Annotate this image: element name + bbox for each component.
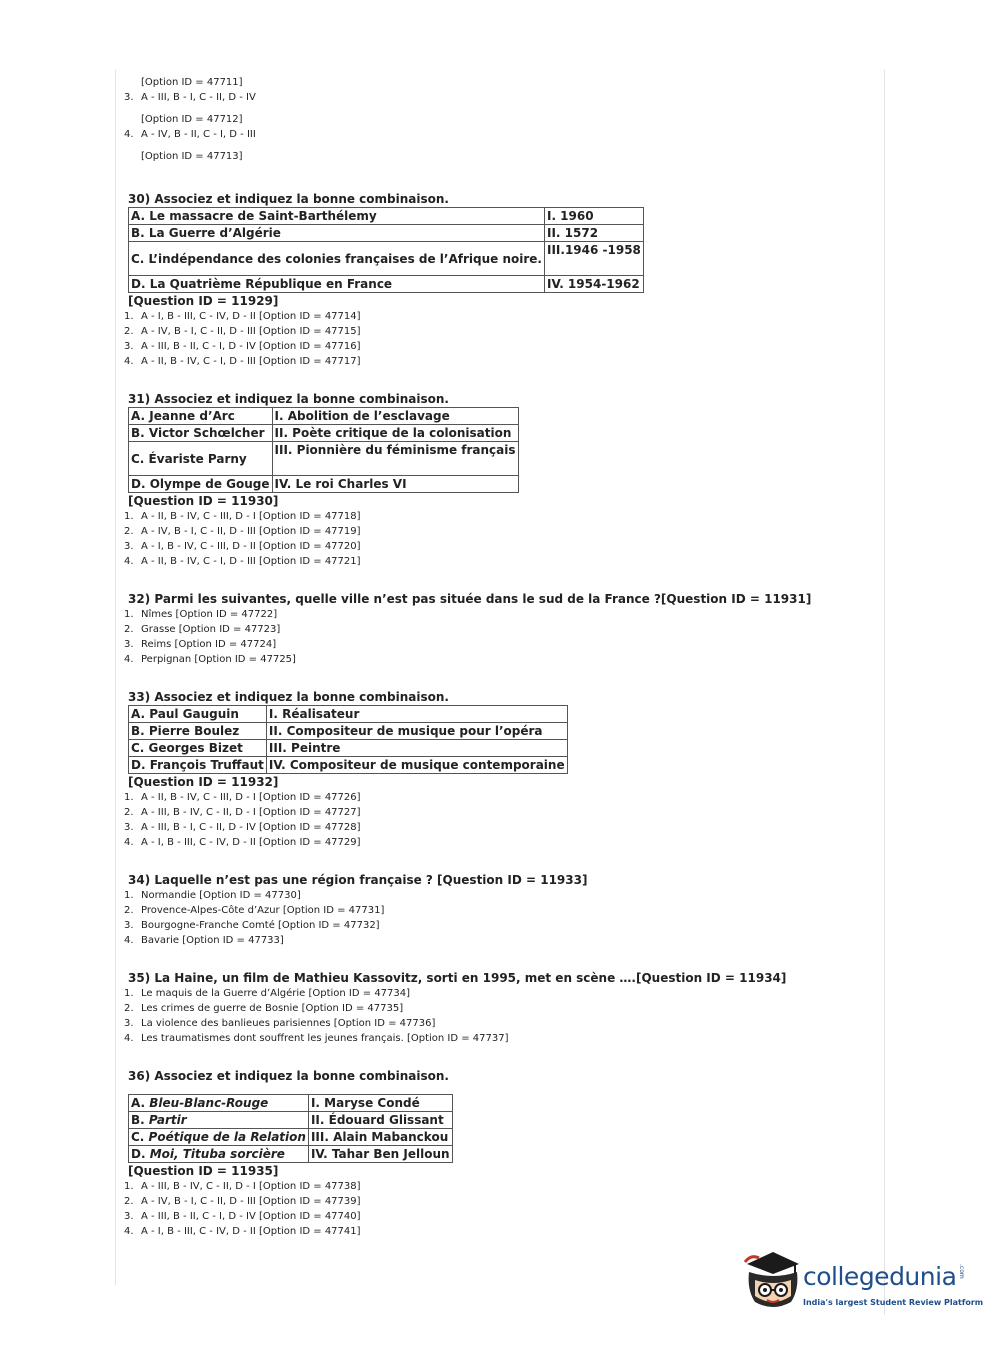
table-cell: A. Jeanne d’Arc	[129, 408, 273, 425]
option-number: 4.	[124, 1033, 134, 1044]
option-id: [Option ID = 47711]	[141, 77, 243, 88]
table-row	[129, 225, 644, 242]
table-row	[129, 1146, 453, 1163]
question-paper	[118, 76, 878, 1239]
option-number: 2.	[124, 807, 134, 818]
option-item[interactable]	[118, 1224, 878, 1239]
option-text: Grasse [Option ID = 47723]	[141, 624, 281, 635]
table-cell: II. 1572	[544, 225, 643, 242]
option-item[interactable]	[118, 835, 878, 850]
option-item[interactable]	[118, 539, 878, 554]
option-item	[118, 127, 878, 142]
option-item[interactable]	[118, 986, 878, 1001]
option-text: A - III, B - IV, C - II, D - I [Option ID = 47738]	[141, 1181, 361, 1192]
option-item[interactable]	[118, 918, 878, 933]
table-cell: III. Peintre	[266, 740, 567, 757]
match-table	[128, 1094, 453, 1163]
table-cell: B. Victor Schœlcher	[129, 425, 273, 442]
option-item[interactable]	[118, 1016, 878, 1031]
option-item[interactable]	[118, 509, 878, 524]
table-cell	[129, 1129, 309, 1146]
option-number: 1.	[124, 792, 134, 803]
option-text: Les crimes de guerre de Bosnie [Option ID = 47735]	[141, 1003, 404, 1014]
option-item[interactable]	[118, 1031, 878, 1046]
option-text: A - I, B - III, C - IV, D - II [Option ID = 47714]	[141, 311, 361, 322]
option-number: 4.	[124, 837, 134, 848]
table-row	[129, 208, 644, 225]
row-letter: D.	[131, 1147, 150, 1161]
option-number: 4.	[124, 556, 134, 567]
question-id: [Question ID = 11930]	[128, 494, 279, 508]
option-list	[118, 607, 878, 667]
table-cell	[129, 1146, 309, 1163]
option-text: Bavarie [Option ID = 47733]	[141, 935, 284, 946]
question-36	[118, 1068, 878, 1239]
option-number: 1.	[124, 1181, 134, 1192]
option-item[interactable]	[118, 339, 878, 354]
question-33	[118, 689, 878, 850]
question-id: [Question ID = 11929]	[128, 294, 279, 308]
table-cell: IV. 1954-1962	[544, 276, 643, 293]
option-item[interactable]	[118, 1209, 878, 1224]
table-cell: III.1946 -1958	[544, 242, 643, 276]
work-title: Partir	[148, 1113, 187, 1127]
option-text: Reims [Option ID = 47724]	[141, 639, 277, 650]
table-cell: C. Évariste Parny	[129, 442, 273, 476]
table-cell: D. François Truffaut	[129, 757, 267, 774]
option-text: A - IV, B - I, C - II, D - III [Option ID = 47719]	[141, 526, 361, 537]
option-number: 1.	[124, 988, 134, 999]
table-cell: B. La Guerre d’Algérie	[129, 225, 545, 242]
option-number: 4.	[124, 654, 134, 665]
work-title: Moi, Tituba sorcière	[149, 1147, 285, 1161]
option-text: A - IV, B - I, C - II, D - III [Option ID = 47715]	[141, 326, 361, 337]
table-cell: B. Pierre Boulez	[129, 723, 267, 740]
option-number: 1.	[124, 311, 134, 322]
option-item	[118, 90, 878, 105]
option-list	[118, 986, 878, 1046]
option-list	[118, 888, 878, 948]
page-margin-rule-left	[115, 70, 116, 1285]
mascot-icon	[743, 1250, 803, 1312]
option-text: A - I, B - III, C - IV, D - II [Option ID = 47729]	[141, 837, 361, 848]
table-cell: C. L’indépendance des colonies françaises de l’Afrique noire.	[129, 242, 545, 276]
option-item[interactable]	[118, 805, 878, 820]
table-row	[129, 740, 568, 757]
work-title: Poétique de la Relation	[148, 1130, 306, 1144]
option-list	[118, 1179, 878, 1239]
page-margin-rule-right	[884, 70, 885, 1315]
row-letter: B.	[131, 1113, 149, 1127]
table-cell: IV. Compositeur de musique contemporaine	[266, 757, 567, 774]
option-item[interactable]	[118, 888, 878, 903]
option-text: A - III, B - IV, C - II, D - I [Option ID = 47727]	[141, 807, 361, 818]
table-row	[129, 1095, 453, 1112]
option-text: A - II, B - IV, C - III, D - I [Option ID = 47718]	[141, 511, 361, 522]
option-number: 2.	[124, 1196, 134, 1207]
option-number: 1.	[124, 609, 134, 620]
option-number: 2.	[124, 526, 134, 537]
option-text: Perpignan [Option ID = 47725]	[141, 654, 296, 665]
table-cell: II. Poète critique de la colonisation	[272, 425, 518, 442]
option-text: A - II, B - IV, C - I, D - III [Option ID = 47717]	[141, 356, 361, 367]
logo-wordmark: collegedunia	[803, 1262, 957, 1291]
question-id: [Question ID = 11932]	[128, 775, 279, 789]
option-text: Les traumatismes dont souffrent les jeunes français. [Option ID = 47737]	[141, 1033, 509, 1044]
option-list	[118, 509, 878, 569]
previous-question-tail	[118, 76, 878, 164]
collegedunia-logo[interactable]	[743, 1250, 984, 1320]
option-text: A - IV, B - II, C - I, D - III	[141, 129, 256, 140]
table-row	[129, 408, 519, 425]
option-number: 3.	[124, 541, 134, 552]
table-cell: A. Le massacre de Saint-Barthélemy	[129, 208, 545, 225]
option-item[interactable]	[118, 1001, 878, 1016]
logo-domain-suffix: .com	[958, 1264, 965, 1279]
table-row	[129, 276, 644, 293]
option-number: 4.	[124, 356, 134, 367]
match-table	[128, 705, 568, 774]
option-text: Bourgogne-Franche Comté [Option ID = 47732]	[141, 920, 380, 931]
option-item[interactable]	[118, 1194, 878, 1209]
option-item[interactable]	[118, 324, 878, 339]
option-text: A - III, B - II, C - I, D - IV [Option ID = 47716]	[141, 341, 361, 352]
option-item[interactable]	[118, 607, 878, 622]
work-title: Bleu-Blanc-Rouge	[149, 1096, 269, 1110]
row-letter: A.	[131, 1096, 150, 1110]
row-letter: C.	[131, 1130, 149, 1144]
question-title: 36) Associez et indiquez la bonne combinaison.	[128, 1069, 449, 1083]
table-cell	[129, 1095, 309, 1112]
match-table	[128, 207, 644, 293]
table-cell: III. Alain Mabanckou	[308, 1129, 452, 1146]
option-number: 1.	[124, 890, 134, 901]
question-title: 30) Associez et indiquez la bonne combinaison.	[128, 192, 449, 206]
option-item[interactable]	[118, 1179, 878, 1194]
table-row	[129, 757, 568, 774]
option-list	[118, 309, 878, 369]
table-cell: I. Réalisateur	[266, 706, 567, 723]
option-text: Normandie [Option ID = 47730]	[141, 890, 301, 901]
table-cell: II. Compositeur de musique pour l’opéra	[266, 723, 567, 740]
table-row	[129, 476, 519, 493]
option-text: A - I, B - IV, C - III, D - II [Option ID = 47720]	[141, 541, 361, 552]
table-cell: I. 1960	[544, 208, 643, 225]
table-cell: D. La Quatrième République en France	[129, 276, 545, 293]
question-35	[118, 970, 878, 1046]
table-cell: II. Édouard Glissant	[308, 1112, 452, 1129]
option-number: 3.	[124, 1211, 134, 1222]
table-row	[129, 723, 568, 740]
table-row	[129, 242, 644, 276]
option-number: 4.	[124, 129, 134, 140]
option-text: A - I, B - III, C - IV, D - II [Option ID = 47741]	[141, 1226, 361, 1237]
option-item[interactable]	[118, 309, 878, 324]
option-number: 4.	[124, 1226, 134, 1237]
match-table	[128, 407, 519, 493]
question-title: 35) La Haine, un film de Mathieu Kassovitz, sorti en 1995, met en scène ….[Question ID = 11934]	[128, 971, 787, 985]
option-text: Nîmes [Option ID = 47722]	[141, 609, 278, 620]
table-row	[129, 442, 519, 476]
option-number: 4.	[124, 935, 134, 946]
table-cell: A. Paul Gauguin	[129, 706, 267, 723]
option-number: 2.	[124, 905, 134, 916]
option-item[interactable]	[118, 637, 878, 652]
question-title: 33) Associez et indiquez la bonne combinaison.	[128, 690, 449, 704]
option-item[interactable]	[118, 622, 878, 637]
option-number: 3.	[124, 822, 134, 833]
option-number: 3.	[124, 920, 134, 931]
option-text: A - IV, B - I, C - II, D - III [Option ID = 47739]	[141, 1196, 361, 1207]
option-item[interactable]	[118, 354, 878, 369]
table-cell: IV. Tahar Ben Jelloun	[308, 1146, 452, 1163]
option-item[interactable]	[118, 652, 878, 667]
question-title: 32) Parmi les suivantes, quelle ville n’est pas située dans le sud de la France ?[Question ID = 11931]	[128, 592, 812, 606]
option-id: [Option ID = 47712]	[141, 114, 243, 125]
table-cell: III. Pionnière du féminisme français	[272, 442, 518, 476]
option-text: A - II, B - IV, C - III, D - I [Option ID = 47726]	[141, 792, 361, 803]
option-item[interactable]	[118, 554, 878, 569]
table-row	[129, 1112, 453, 1129]
table-cell	[129, 1112, 309, 1129]
table-cell: I. Maryse Condé	[308, 1095, 452, 1112]
option-text: Provence-Alpes-Côte d’Azur [Option ID = 47731]	[141, 905, 385, 916]
table-cell: I. Abolition de l’esclavage	[272, 408, 518, 425]
option-text: Le maquis de la Guerre d’Algérie [Option ID = 47734]	[141, 988, 411, 999]
option-text: La violence des banlieues parisiennes [Option ID = 47736]	[141, 1018, 436, 1029]
table-row	[129, 1129, 453, 1146]
option-id: [Option ID = 47713]	[141, 151, 243, 162]
option-number: 2.	[124, 1003, 134, 1014]
option-item[interactable]	[118, 903, 878, 918]
option-text: A - III, B - I, C - II, D - IV	[141, 92, 256, 103]
logo-tagline: India's largest Student Review Platform	[803, 1298, 984, 1307]
option-item[interactable]	[118, 933, 878, 948]
table-cell: IV. Le roi Charles VI	[272, 476, 518, 493]
option-text: A - III, B - I, C - II, D - IV [Option ID = 47728]	[141, 822, 361, 833]
question-30	[118, 191, 878, 369]
option-number: 3.	[124, 639, 134, 650]
question-34	[118, 872, 878, 948]
option-item[interactable]	[118, 524, 878, 539]
question-31	[118, 391, 878, 569]
option-text: A - III, B - II, C - I, D - IV [Option ID = 47740]	[141, 1211, 361, 1222]
option-list	[118, 790, 878, 850]
option-number: 1.	[124, 511, 134, 522]
option-item[interactable]	[118, 820, 878, 835]
table-cell: C. Georges Bizet	[129, 740, 267, 757]
question-32	[118, 591, 878, 667]
table-cell: D. Olympe de Gouge	[129, 476, 273, 493]
question-id: [Question ID = 11935]	[128, 1164, 279, 1178]
question-title: 31) Associez et indiquez la bonne combinaison.	[128, 392, 449, 406]
option-number: 3.	[124, 92, 134, 103]
option-number: 3.	[124, 1018, 134, 1029]
option-item[interactable]	[118, 790, 878, 805]
question-title: 34) Laquelle n’est pas une région française ? [Question ID = 11933]	[128, 873, 588, 887]
option-text: A - II, B - IV, C - I, D - III [Option ID = 47721]	[141, 556, 361, 567]
option-number: 2.	[124, 624, 134, 635]
table-row	[129, 425, 519, 442]
table-row	[129, 706, 568, 723]
option-number: 3.	[124, 341, 134, 352]
option-number: 2.	[124, 326, 134, 337]
